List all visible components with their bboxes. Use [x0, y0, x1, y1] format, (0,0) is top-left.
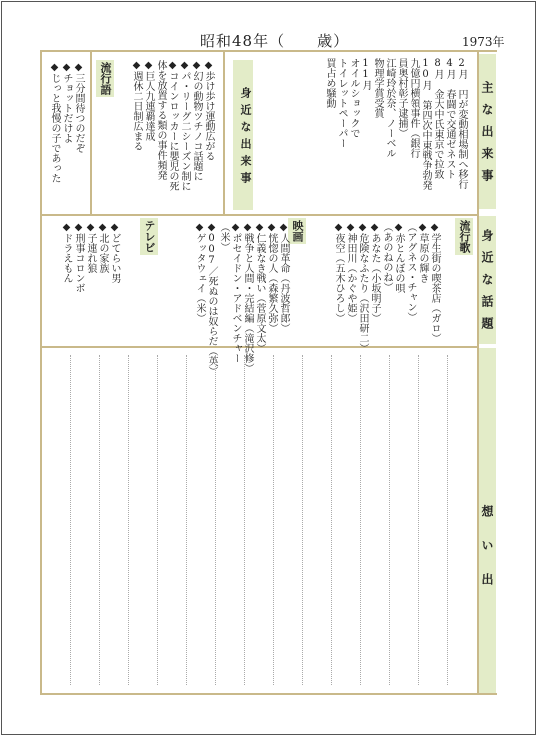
buzzwords-list [48, 62, 84, 212]
movie-item: ◆人間革命（丹波哲郎） [278, 222, 289, 333]
memory-writing-line [70, 355, 71, 685]
event-line: トイレットペーパー [336, 58, 347, 148]
tv-item: ◆刑事コロンボ [73, 222, 84, 293]
nearby-line: 体を放置する類の事件頻発 [155, 60, 166, 180]
memory-writing-line [157, 355, 158, 685]
buzzword-item: ◆三分間待つのだぞ [73, 62, 84, 153]
event-line: 11月 [360, 58, 371, 90]
memory-writing-line [215, 355, 216, 685]
nearby-line: ◆巨人九連覇達成 [143, 60, 154, 141]
event-line: オイルショックで [348, 58, 359, 138]
movie-item: ◆仁義なき戦い（菅原文太） [254, 222, 265, 353]
memory-writing-line [186, 355, 187, 685]
nearby-line: ◆幻の動物ツチノコ話題に [191, 60, 202, 181]
section-label-nearby: 身近な出来事 [233, 60, 253, 210]
tv-item: ◆子連れ狼 [85, 222, 96, 273]
event-line: 2月 円が変動相場制へ移行 [456, 58, 467, 189]
memory-writing-line [360, 355, 361, 685]
event-line: 江崎玲於奈、ノーベル [384, 58, 395, 158]
song-item: ◆神田川（かぐや姫） [345, 222, 356, 323]
memory-writing-line [331, 355, 332, 685]
memory-writing-line [418, 355, 419, 685]
frame-top-border [40, 50, 497, 52]
movie-item: （米） [218, 222, 229, 252]
nearby-line: ◆コインロッカーに嬰児の死 [167, 60, 178, 191]
memory-writing-line [99, 355, 100, 685]
event-line: 4月 春闘で交通ゼネスト [444, 58, 455, 179]
song-item: ◆草原の輝き [417, 222, 428, 283]
movie-item: ◆恍惚の人（森繁久弥） [266, 222, 277, 333]
song-item: ◆赤とんぼの唄 [393, 222, 404, 293]
page-title: 昭和48年（ 歳） [200, 32, 350, 50]
event-line: 物理学賞受賞 [372, 58, 383, 118]
song-item: ◆夜空（五木ひろし） [333, 222, 344, 323]
row1-divider [40, 214, 479, 216]
tv-item: ◆どてらい男 [109, 222, 120, 283]
event-line: 員奥村彰子逮捕） [396, 58, 407, 138]
nearby-list [130, 60, 214, 210]
nearby-line: ◆歩け歩け運動広がる [203, 60, 214, 161]
buzzwords-heading: 流行語 [96, 60, 114, 97]
nearby-line: ◆パ・リーグ二シーズン制に [179, 60, 190, 191]
section-label-topics: 身近な話題 [479, 216, 496, 344]
tv-item: ◆北の家族 [97, 222, 108, 273]
event-line: 買占め騒動 [324, 58, 335, 108]
events-list [323, 58, 467, 208]
tv-list [60, 222, 120, 347]
buzzword-item: ◆じっと我慢の子であった [49, 62, 60, 183]
section-label-events: 主な出来事 [479, 54, 496, 209]
buzzword-divider [90, 50, 92, 214]
movie-item: ◆ポセイドン・アドベンチャー [230, 222, 241, 363]
memory-writing-line [389, 355, 390, 685]
movies-list [193, 222, 289, 376]
memory-writing-line [128, 355, 129, 685]
nearby-divider [223, 50, 225, 214]
event-line: 九億円横領事件（銀行 [408, 58, 419, 158]
memory-writing-line [273, 355, 274, 685]
event-line: 8月 金大中氏東京で拉致 [432, 58, 443, 179]
song-item: ◆危険なふたり（沢田研二） [357, 222, 368, 353]
movie-item: ◆ゲッタウェイ（米） [194, 222, 205, 323]
frame-bottom-border [40, 693, 497, 695]
memory-writing-line [447, 355, 448, 685]
songs-heading: 流行歌 [455, 218, 473, 255]
nearby-line: ◆週休二日制広まる [131, 60, 142, 151]
song-item: （アグネス・チャン） [405, 222, 416, 322]
song-item: ◆学生街の喫茶店（ガロ） [429, 222, 440, 343]
section-label-memories: 想い出 [479, 348, 496, 693]
memory-writing-line [302, 355, 303, 685]
movie-item: ◆戦争と人間・完結編（滝沢修） [242, 222, 253, 373]
song-item: ◆あなた（小坂明子） [369, 222, 380, 323]
movies-heading: 映画 [288, 218, 306, 244]
buzzword-item: ◆チョットだけよ [61, 62, 72, 143]
year-label: 1973年 [462, 35, 505, 49]
event-line: 10月 第四次中東戦争勃発 [420, 58, 431, 190]
songs-list [332, 222, 440, 353]
movie-item: ◆007／死ぬのは奴らだ（英） [206, 222, 217, 376]
tv-heading: テレビ [140, 218, 158, 255]
tv-item: ◆ドラえもん [61, 222, 72, 283]
song-item: （あのねのね） [381, 222, 392, 292]
frame-left-border [40, 50, 42, 695]
memory-writing-line [244, 355, 245, 685]
